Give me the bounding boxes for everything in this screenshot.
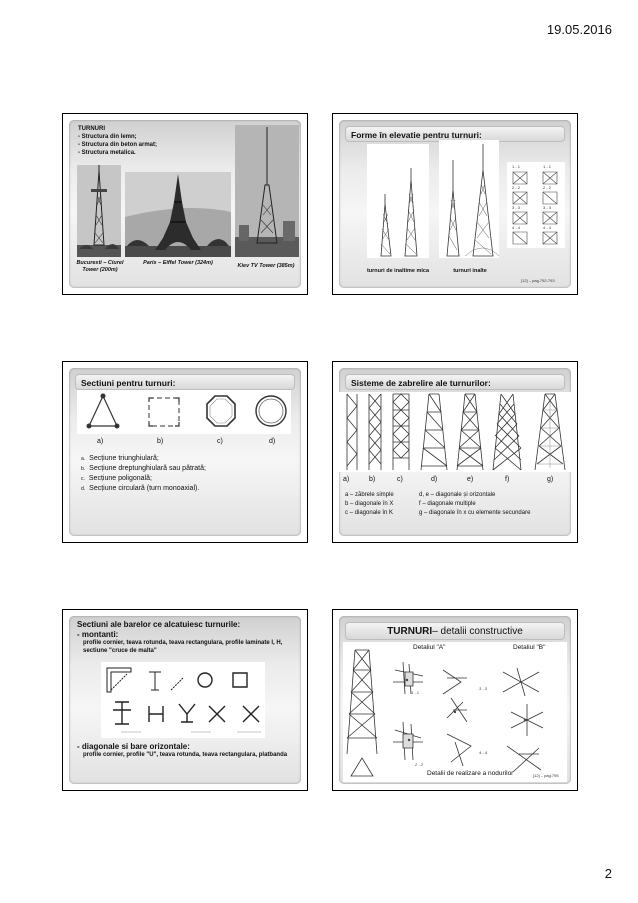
slide5-text-montanti: profile cornier, teava rotunda, teava rectangulara, profile laminate I, H, sectiune "cruce de malta": [83, 640, 283, 654]
bracing-label-g: g): [547, 476, 554, 483]
section-label: 1 - 1: [512, 164, 521, 169]
slide-frame-1: [62, 113, 308, 295]
slide-frame-3: [62, 361, 308, 543]
slide3-title: Sectiuni pentru turnuri:: [75, 374, 295, 390]
bracing-label-e: e): [467, 476, 474, 483]
slide5-heading-montanti: - montanti:: [77, 630, 119, 639]
slide1-bullet-1: - Structura din lemn;: [78, 134, 137, 140]
section-label: 4 - 4: [512, 225, 521, 230]
section-label-b: b): [157, 438, 164, 445]
slide1-text: [78, 125, 157, 157]
bracing-label-a: a): [343, 476, 350, 483]
section-item-b: b. Secțiune dreptunghiulară sau pătrată;: [81, 465, 206, 472]
slide1-title: TURNURI: [78, 126, 105, 132]
slide-towers-photos: [69, 120, 301, 288]
section-label-d: d): [269, 438, 276, 445]
print-date: 19.05.2016: [546, 22, 612, 37]
slide5-title: Sectiuni ale barelor ce alcatuiesc turnurile:: [77, 620, 241, 629]
caption-eiffel: Paris – Eiffel Tower (324m): [143, 260, 213, 266]
section-item-a: a. Secțiune triunghiulară;: [81, 455, 159, 462]
slide1-bullet-3: - Structura metalica.: [78, 150, 136, 156]
slide6-reference: [12] – pag.795: [533, 773, 559, 778]
bracing-drawing: [339, 392, 571, 472]
slide-elevation-forms: [339, 120, 571, 288]
section-label: 1 - 1: [543, 164, 552, 169]
caption-high-towers: turnuri inalte: [453, 268, 487, 274]
bracing-label-b: b): [369, 476, 376, 483]
slide-constructive-details: [339, 616, 571, 784]
detail-mark: 2 - 2: [415, 762, 424, 767]
slide-bracing-systems: [339, 368, 571, 536]
section-label-c: c): [217, 438, 223, 445]
joint-details-drawing: [343, 642, 567, 782]
sections-drawing: [77, 390, 291, 434]
section-label: 4 - 4: [543, 225, 552, 230]
bracing-legend-right: [419, 491, 530, 518]
slide-member-sections: [69, 616, 301, 784]
legend-item: f – diagonale multiple: [419, 501, 476, 507]
detail-mark: 4 - 4: [479, 750, 488, 755]
section-label-a: a): [97, 438, 104, 445]
detail-mark: 3 - 3: [479, 686, 488, 691]
caption-kiev: Kiev TV Tower (385m): [237, 263, 295, 269]
legend-item: b – diagonale în X: [345, 501, 394, 507]
slide6-footer: Detalii de realizare a nodurilor: [427, 770, 514, 777]
page-number: 2: [604, 866, 612, 881]
legend-item: c – diagonale în K: [345, 510, 394, 516]
bracing-label-f: f): [505, 476, 510, 483]
section-plans-drawing: [507, 162, 565, 248]
profiles-drawing: [101, 662, 265, 738]
legend-item: g – diagonale în x cu elemente secundare: [419, 510, 531, 516]
bracing-label-c: c): [397, 476, 403, 483]
slide6-title-rest: – detalii constructive: [432, 626, 523, 637]
bracing-label-d: d): [431, 476, 438, 483]
caption-ciurel: Bucuresti – Ciurel Tower (200m): [76, 260, 124, 273]
detail-mark: 1 - 1: [411, 690, 420, 695]
caption-low-towers: turnuri de inaltime mica: [366, 268, 430, 274]
slide5-text-diagonale: profile cornier, profile "U", teava rotunda, teava rectangulara, platbanda: [83, 752, 288, 758]
kiev-tv-tower-photo: [235, 125, 299, 257]
section-label: 3 - 3: [543, 205, 552, 210]
slide-frame-4: [332, 361, 578, 543]
section-item-d: d. Secțiune circulară (turn monoaxial).: [81, 485, 200, 492]
low-towers-drawing: [367, 144, 429, 258]
slide-frame-5: [62, 609, 308, 791]
eiffel-tower-photo: [125, 172, 231, 257]
slide4-title: Sisteme de zabrelire ale turnurilor:: [345, 374, 565, 390]
detail-a-label: Detaliul "A": [413, 644, 446, 651]
ciurel-tower-photo: [77, 165, 121, 257]
bracing-legend-left: [345, 491, 394, 518]
legend-item: d, e – diagonale și orizontale: [419, 492, 496, 498]
slide5-heading-diagonale: - diagonale si bare orizontale:: [77, 742, 190, 751]
section-label: 2 - 2: [543, 185, 552, 190]
slide1-bullet-2: - Structura din beton armat;: [78, 142, 158, 148]
high-towers-drawing: [439, 140, 499, 258]
slide-frame-2: [332, 113, 578, 295]
section-item-c: c. Secțiune poligonală;: [81, 475, 152, 482]
slide-tower-sections: [69, 368, 301, 536]
slide2-reference: [12] – pag.792-793: [521, 278, 555, 283]
slide-frame-6: [332, 609, 578, 791]
section-label: 2 - 2: [512, 185, 521, 190]
section-label: 3 - 3: [512, 205, 521, 210]
slide2-title: Forme în elevatie pentru turnuri:: [345, 126, 565, 142]
detail-b-label: Detaliul "B": [513, 644, 546, 651]
slide6-title: [345, 622, 565, 640]
legend-item: a – zăbrele simple: [345, 492, 394, 498]
slide6-title-bold: TURNURI: [387, 626, 433, 637]
